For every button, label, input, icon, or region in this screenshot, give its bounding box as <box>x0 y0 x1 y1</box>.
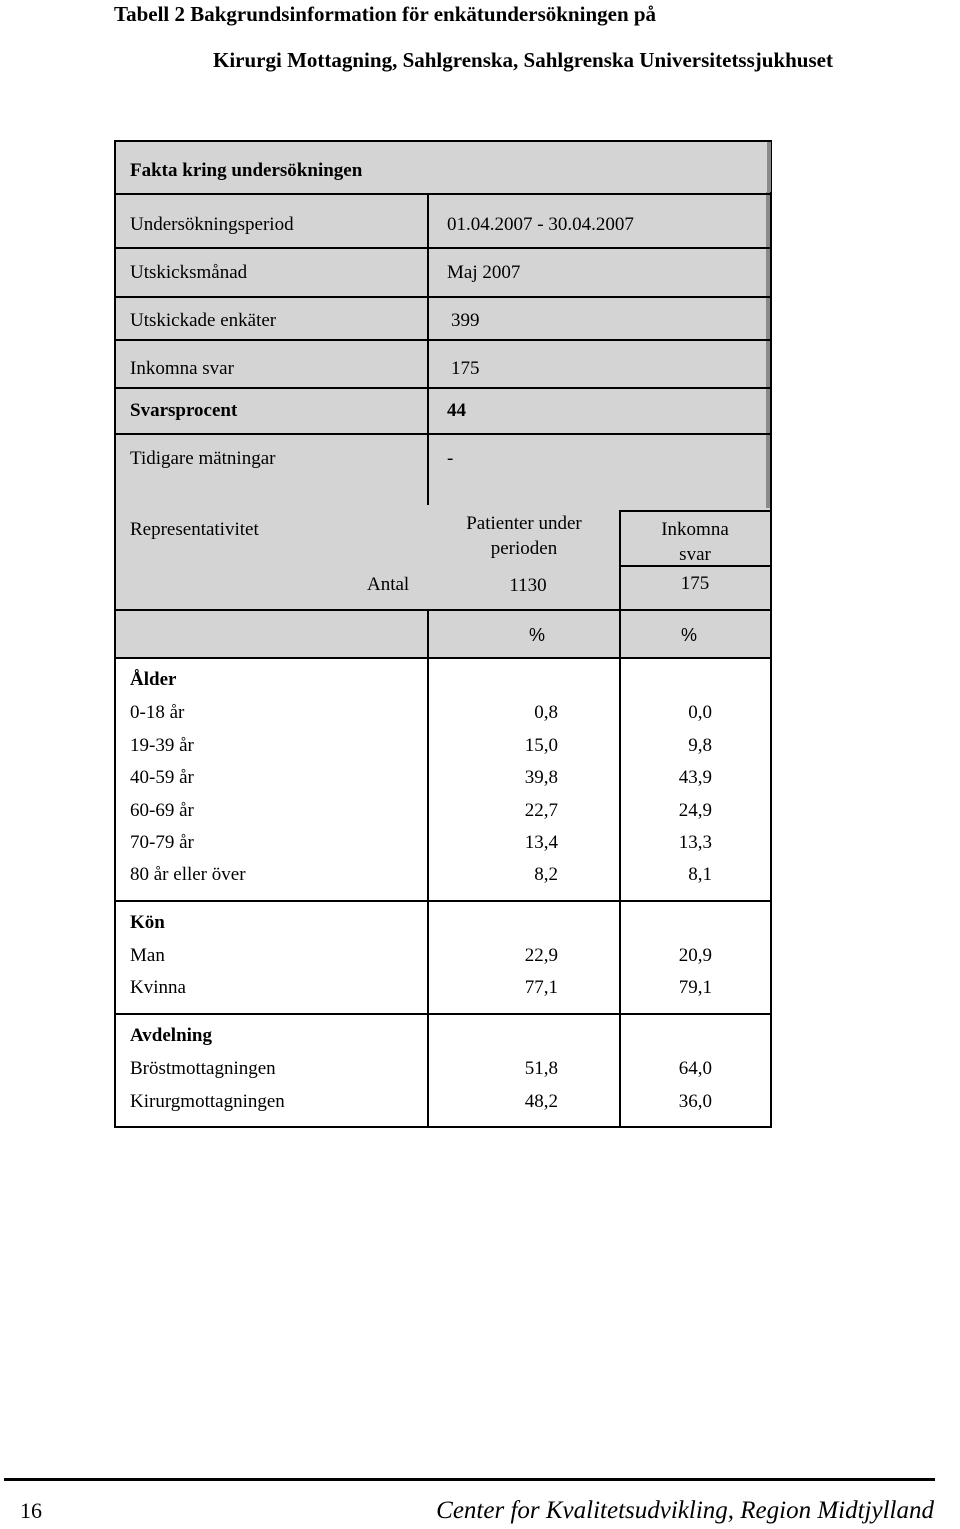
count-label: Antal <box>367 574 410 595</box>
table-border-bottom <box>114 1126 772 1128</box>
fact-value: 44 <box>447 400 466 421</box>
table-cell-v2: 64,0 <box>678 1058 712 1079</box>
table-row-label: Kvinna <box>130 977 186 998</box>
table-cell-v1: 51,8 <box>524 1058 558 1079</box>
fact-value: Maj 2007 <box>447 262 521 283</box>
table-row-label: Man <box>130 945 165 966</box>
fact-label: Undersökningsperiod <box>130 214 294 235</box>
table-cell-v2: 13,3 <box>678 832 712 853</box>
column-divider <box>619 510 621 1127</box>
table-cell-v2: 8,1 <box>688 864 712 885</box>
table-row-label: 70-79 år <box>130 832 194 853</box>
row-divider <box>116 609 771 611</box>
table-cell-v1: 0,8 <box>534 702 558 723</box>
footer-publisher: Center for Kvalitetsudvikling, Region Midtjylland <box>436 1497 934 1524</box>
row-divider <box>116 433 771 435</box>
table-row-label: 60-69 år <box>130 800 194 821</box>
fact-value: 175 <box>451 358 480 379</box>
table-cell-v1: 48,2 <box>524 1091 558 1112</box>
table-cell-v2: 9,8 <box>688 735 712 756</box>
column-divider <box>427 609 429 1127</box>
representativity-label: Representativitet <box>130 519 259 540</box>
table-cell-v1: 22,7 <box>524 800 558 821</box>
fact-label: Tidigare mätningar <box>130 448 276 469</box>
table-row-label: Kirurgmottagningen <box>130 1091 285 1112</box>
table-cell-v1: 13,4 <box>524 832 558 853</box>
fact-label: Svarsprocent <box>130 400 238 421</box>
shadow-edge <box>767 142 771 192</box>
row-divider <box>116 1013 771 1015</box>
row-divider <box>116 900 771 902</box>
table-cell-v2: 43,9 <box>678 767 712 788</box>
group-heading-age: Ålder <box>130 669 177 690</box>
col2-header-line1: Inkomna <box>661 519 729 540</box>
table-row-label: 40-59 år <box>130 767 194 788</box>
facts-heading: Fakta kring undersökningen <box>130 160 363 181</box>
table-cell-v1: 39,8 <box>524 767 558 788</box>
row-divider <box>116 339 771 341</box>
column-divider <box>427 193 429 505</box>
table-row-label: 0-18 år <box>130 702 185 723</box>
fact-value: 399 <box>451 310 480 331</box>
col1-header-line2: perioden <box>490 538 558 559</box>
group-heading-gender: Kön <box>130 912 165 933</box>
fact-label: Utskickade enkäter <box>130 310 277 331</box>
table-cell-v1: 77,1 <box>524 977 558 998</box>
col2-header-line2: svar <box>679 544 711 565</box>
percent-header-background <box>116 609 771 658</box>
table-cell-v2: 36,0 <box>678 1091 712 1112</box>
row-divider <box>116 387 771 389</box>
table-cell-v2: 20,9 <box>678 945 712 966</box>
col1-count: 1130 <box>509 575 547 596</box>
row-divider <box>116 657 771 659</box>
col1-unit: % <box>529 625 546 645</box>
row-divider <box>116 193 771 195</box>
table-row-label: 19-39 år <box>130 735 194 756</box>
fact-value: - <box>447 448 454 469</box>
footer-rule <box>4 1478 935 1481</box>
group-heading-department: Avdelning <box>130 1025 213 1046</box>
row-divider <box>116 296 771 298</box>
table-border-right <box>770 140 772 1128</box>
table-cell-v1: 8,2 <box>534 864 558 885</box>
fact-label: Utskicksmånad <box>130 262 248 283</box>
col2-count: 175 <box>680 573 710 594</box>
table-row-label: 80 år eller över <box>130 864 246 885</box>
table-row-label: Bröstmottagningen <box>130 1058 276 1079</box>
table-cell-v2: 24,9 <box>678 800 712 821</box>
fact-value: 01.04.2007 - 30.04.2007 <box>447 214 634 235</box>
fact-label: Inkomna svar <box>130 358 234 379</box>
table-cell-v2: 0,0 <box>688 702 712 723</box>
table-border-left <box>114 140 116 1128</box>
table-cell-v2: 79,1 <box>678 977 712 998</box>
shadow-edge <box>766 192 770 508</box>
table-cell-v1: 15,0 <box>524 735 558 756</box>
row-divider <box>116 247 771 249</box>
col2-unit: % <box>681 625 698 645</box>
table-cell-v1: 22,9 <box>524 945 558 966</box>
row-divider <box>619 510 771 512</box>
page-number: 16 <box>20 1498 42 1523</box>
table-title-line1: Tabell 2 Bakgrundsinformation för enkätundersökningen på <box>114 2 657 26</box>
table-title-line2: Kirurgi Mottagning, Sahlgrenska, Sahlgrenska Universitetssjukhuset <box>213 48 833 72</box>
table-border-top <box>114 140 771 142</box>
col1-header-line1: Patienter under <box>466 513 582 534</box>
